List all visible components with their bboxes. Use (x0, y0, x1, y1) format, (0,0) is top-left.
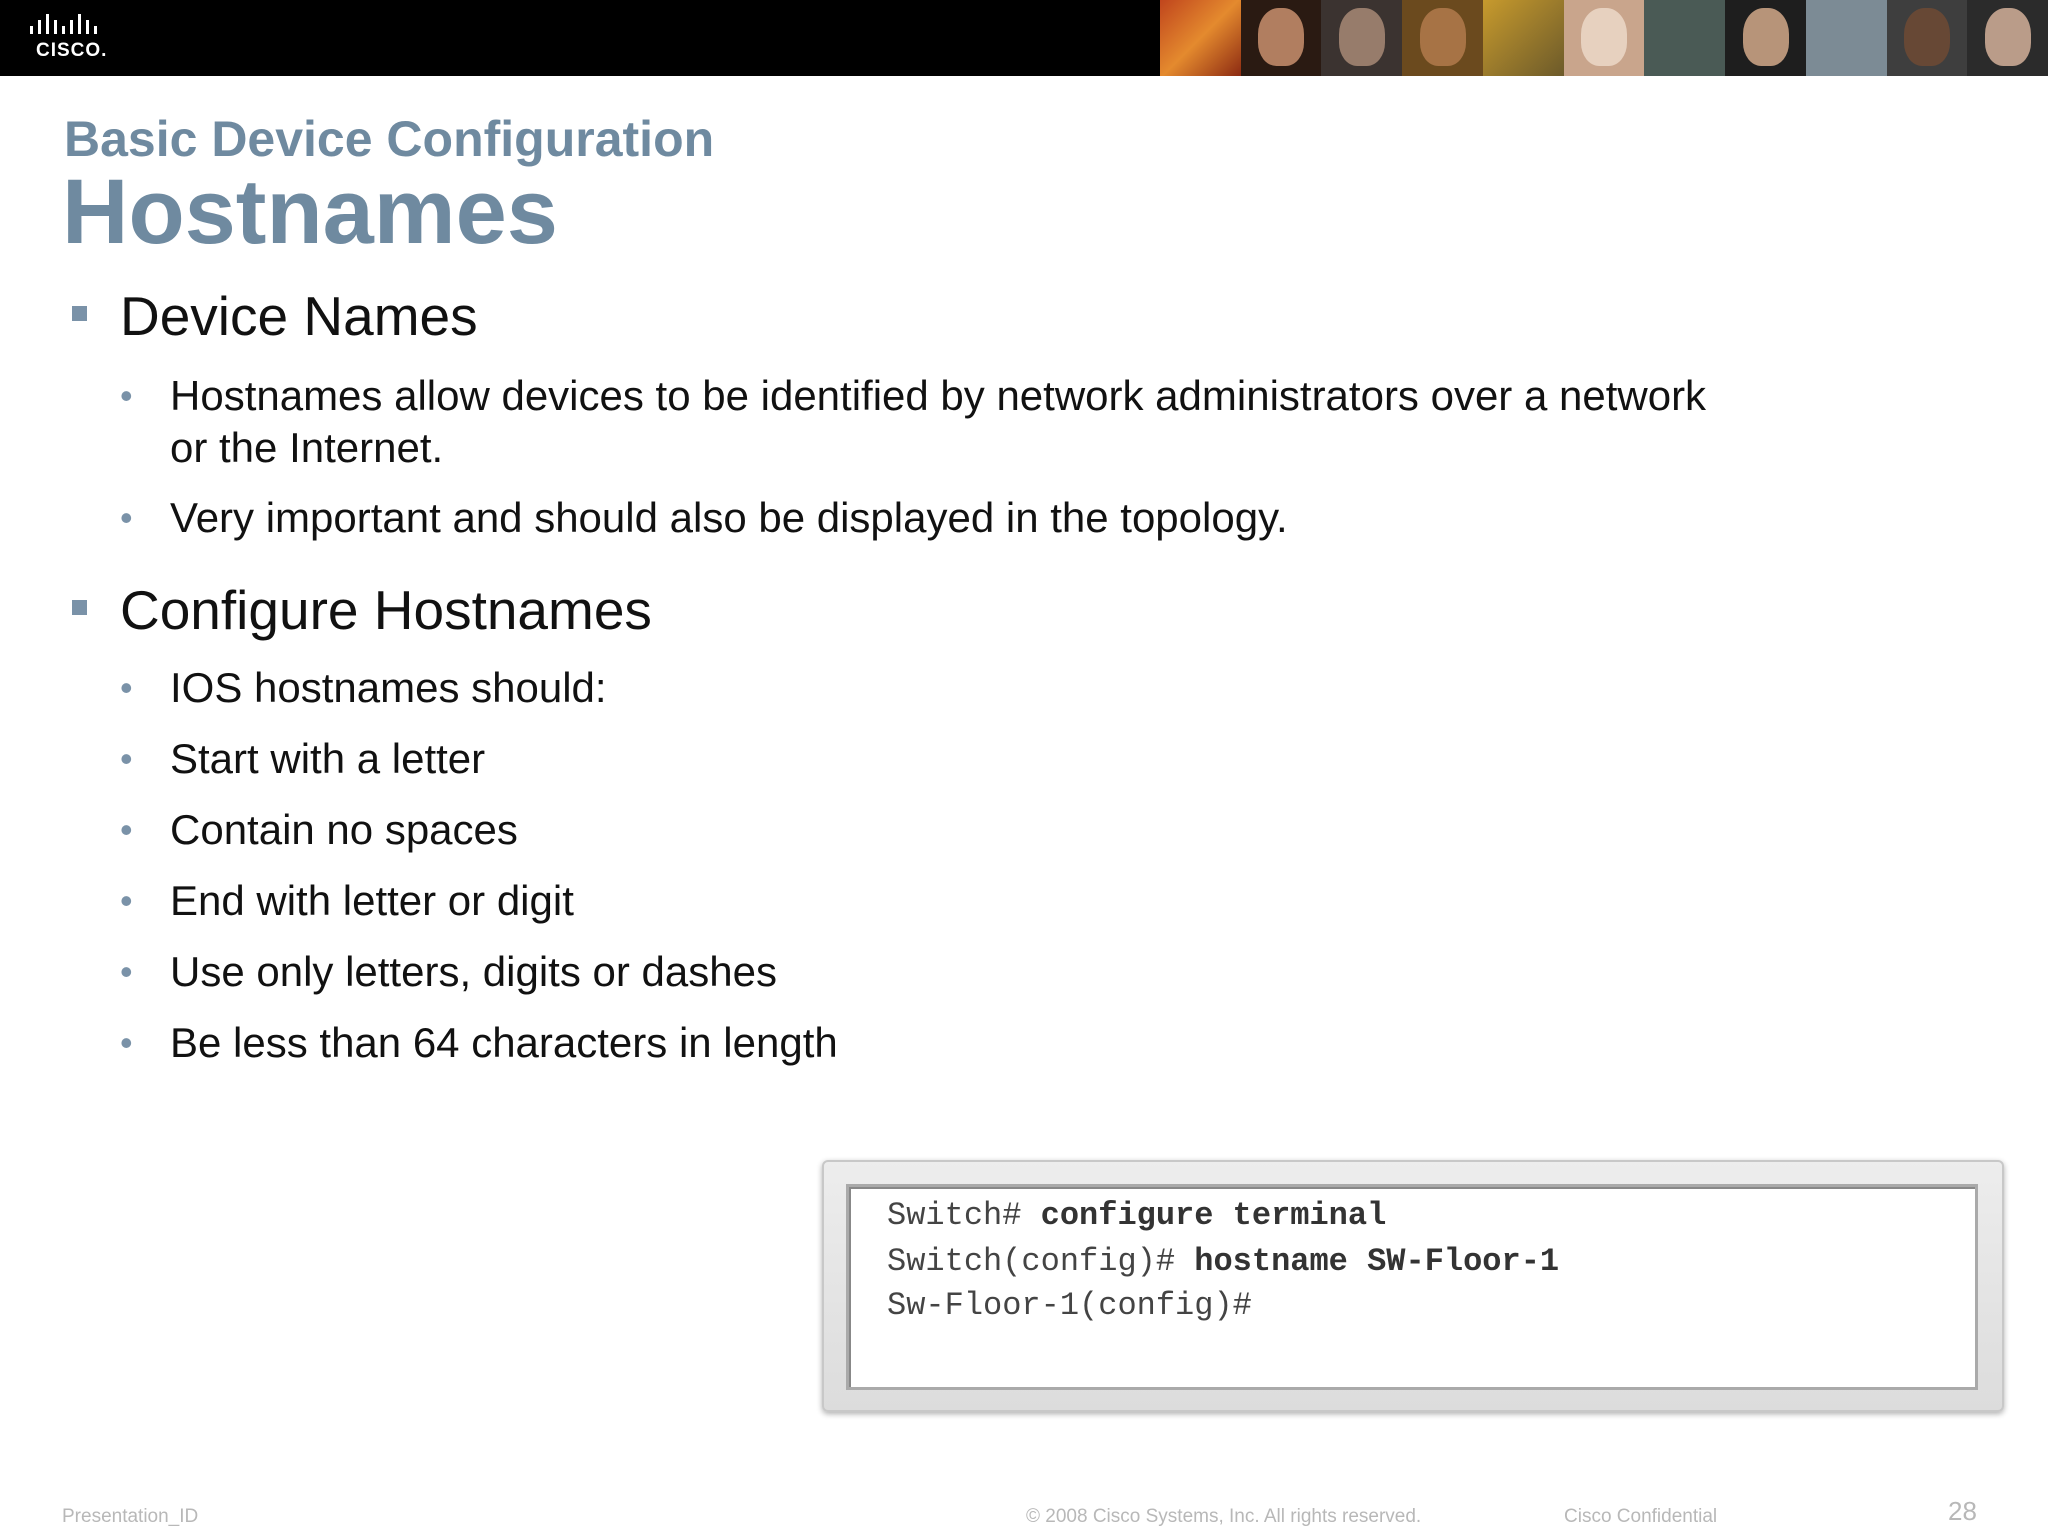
dot-bullet-icon: • (120, 375, 133, 416)
confidential-label: Cisco Confidential (1564, 1506, 1718, 1527)
photo-tile (1644, 0, 1725, 76)
cli-line (887, 1287, 1252, 1324)
cli-example-panel (822, 1160, 2004, 1412)
cisco-logo (28, 10, 128, 66)
cisco-logo-text: CISCO. (36, 40, 108, 61)
dot-bullet-icon: • (120, 667, 133, 708)
dot-bullet-icon: • (120, 880, 133, 921)
photo-tile (1241, 0, 1322, 76)
photo-tile (1725, 0, 1806, 76)
presentation-id: Presentation_ID (62, 1506, 199, 1527)
bullet-label: Configure Hostnames (120, 579, 652, 641)
cli-prompt: Sw-Floor-1(config)# (887, 1287, 1252, 1324)
page-number: 28 (1948, 1496, 1977, 1526)
square-bullet-icon (72, 600, 87, 615)
photo-tile (1160, 0, 1241, 76)
sub-bullet-text: IOS hostnames should: (170, 664, 607, 711)
photo-tile (1887, 0, 1968, 76)
photo-tile (1402, 0, 1483, 76)
photo-tile (1483, 0, 1564, 76)
dot-bullet-icon: • (120, 1022, 133, 1063)
sub-bullet-text: Very important and should also be displayed in the topology. (170, 494, 1288, 541)
people-photo-strip (1160, 0, 2048, 76)
dot-bullet-icon: • (120, 738, 133, 779)
cli-prompt: Switch# (887, 1197, 1022, 1234)
dot-bullet-icon: • (120, 951, 133, 992)
sub-bullet-text: Be less than 64 characters in length (170, 1019, 838, 1066)
slide-title: Hostnames (62, 161, 558, 263)
sub-bullet-text: Hostnames allow devices to be identified by network administrators over a network or the Internet. (170, 372, 1707, 471)
sub-bullet-text: Start with a letter (170, 735, 486, 782)
cli-command: hostname SW-Floor-1 (1194, 1243, 1560, 1280)
cli-line (887, 1243, 1559, 1280)
square-bullet-icon (72, 306, 87, 321)
photo-tile (1967, 0, 2048, 76)
cli-output (846, 1184, 1978, 1390)
photo-tile (1806, 0, 1887, 76)
cli-command: configure terminal (1040, 1197, 1387, 1234)
bullet-label: Device Names (120, 285, 478, 347)
cisco-bars-icon (28, 14, 118, 38)
sub-bullet-text: Contain no spaces (170, 806, 518, 853)
copyright: © 2008 Cisco Systems, Inc. All rights reserved. (1026, 1506, 1422, 1527)
cli-line (887, 1197, 1386, 1234)
header-bar (0, 0, 2048, 76)
photo-tile (1564, 0, 1645, 76)
photo-tile (1321, 0, 1402, 76)
dot-bullet-icon: • (120, 497, 133, 538)
section-title: Basic Device Configuration (64, 111, 715, 167)
dot-bullet-icon: • (120, 809, 133, 850)
sub-bullet-text: End with letter or digit (170, 877, 574, 924)
cli-prompt: Switch(config)# (887, 1243, 1176, 1280)
sub-bullet-text: Use only letters, digits or dashes (170, 948, 777, 995)
